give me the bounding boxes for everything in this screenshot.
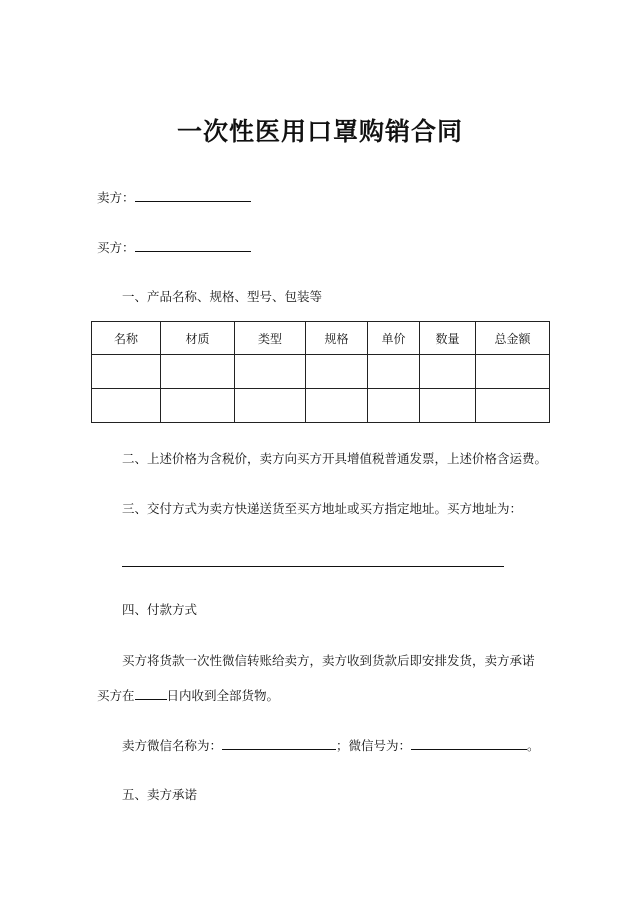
seller-line [97, 189, 251, 206]
header-material: 材质 [161, 322, 235, 355]
header-type: 类型 [235, 322, 306, 355]
table-cell[interactable] [161, 355, 235, 389]
table-cell[interactable] [368, 355, 420, 389]
contract-title: 一次性医用口罩购销合同 [176, 117, 463, 146]
header-quantity: 数量 [420, 322, 476, 355]
table-row [92, 355, 550, 389]
payment-paragraph-line-1: 买方将货款一次性微信转账给卖方，卖方收到货款后即安排发货，卖方承诺 [122, 653, 535, 668]
section-3-text: 三、交付方式为卖方快递送货至买方地址或买方指定地址。买方地址为： [122, 501, 523, 516]
table-header-row [92, 322, 550, 355]
seller-blank[interactable] [135, 189, 251, 202]
table-cell[interactable] [476, 389, 550, 423]
wechat-name-blank[interactable] [222, 737, 336, 750]
section-5-heading: 五、卖方承诺 [122, 787, 198, 802]
seller-label: 卖方： [97, 190, 135, 205]
wechat-line [122, 737, 540, 754]
table-cell[interactable] [235, 355, 306, 389]
table-cell[interactable] [235, 389, 306, 423]
buyer-label: 买方： [97, 240, 135, 255]
table-cell[interactable] [92, 389, 161, 423]
buyer-blank[interactable] [135, 239, 251, 252]
table-cell[interactable] [161, 389, 235, 423]
product-table [91, 321, 550, 423]
header-spec: 规格 [306, 322, 368, 355]
section-4-heading: 四、付款方式 [122, 602, 198, 617]
wechat-id-blank[interactable] [411, 737, 527, 750]
header-unit-price: 单价 [368, 322, 420, 355]
table-cell[interactable] [420, 389, 476, 423]
buyer-line [97, 239, 251, 256]
section-1-heading: 一、产品名称、规格、型号、包装等 [122, 289, 323, 304]
section-2-text: 二、上述价格为含税价，卖方向买方开具增值税普通发票，上述价格含运费。 [122, 451, 548, 466]
delivery-days-blank[interactable] [135, 687, 167, 700]
table-cell[interactable] [306, 389, 368, 423]
table-cell[interactable] [368, 389, 420, 423]
payment-days-prefix: 买方在 [97, 688, 135, 703]
table-cell[interactable] [306, 355, 368, 389]
wechat-line-end: 。 [527, 738, 540, 753]
table-row [92, 389, 550, 423]
table-cell[interactable] [420, 355, 476, 389]
buyer-address-blank[interactable] [122, 566, 504, 567]
wechat-id-label: ；微信号为： [336, 738, 412, 753]
header-total-amount: 总金额 [476, 322, 550, 355]
table-cell[interactable] [476, 355, 550, 389]
wechat-name-label: 卖方微信名称为： [122, 738, 223, 753]
header-name: 名称 [92, 322, 161, 355]
payment-days-suffix: 日内收到全部货物。 [166, 688, 280, 703]
payment-paragraph-line-2 [97, 687, 279, 704]
table-cell[interactable] [92, 355, 161, 389]
